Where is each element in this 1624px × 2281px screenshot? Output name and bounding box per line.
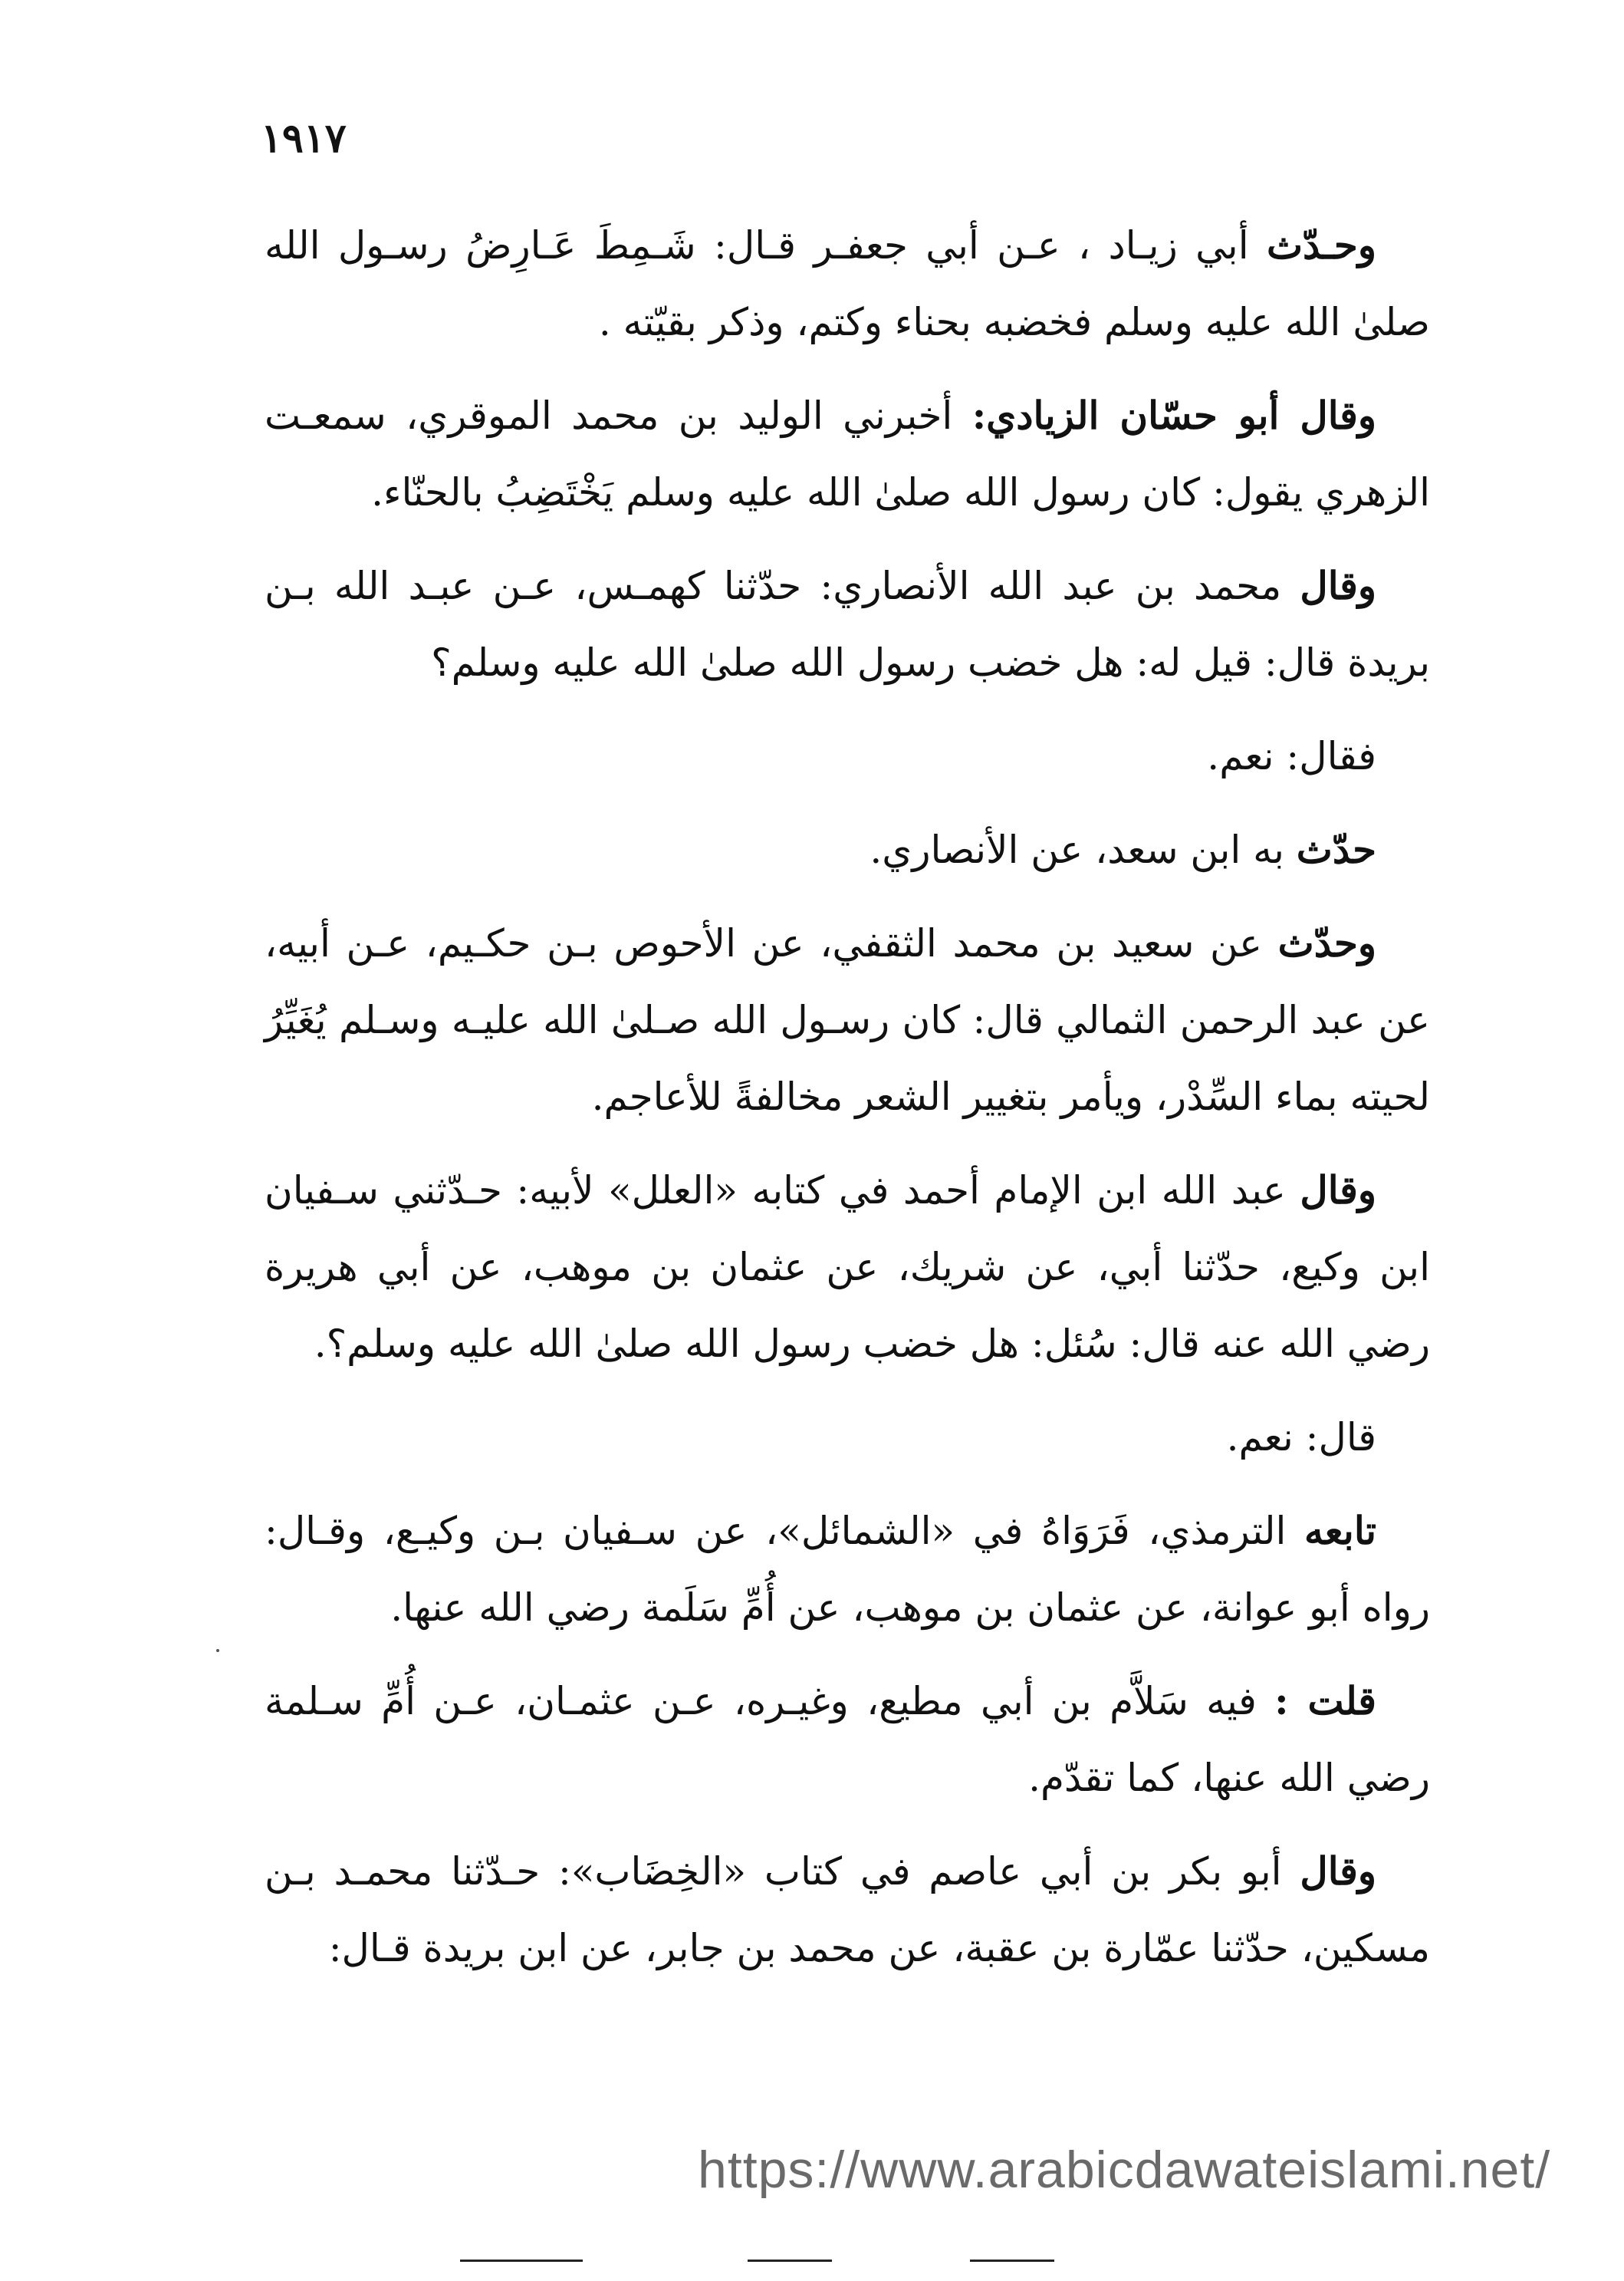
paragraph-9 <box>265 1493 1430 1646</box>
paragraph-2 <box>265 377 1430 531</box>
scan-speck <box>216 1649 219 1652</box>
paragraph-7 <box>265 1152 1430 1382</box>
watermark-url: https://www.arabicdawateislami.net/ <box>698 2141 1551 2199</box>
page-edge-mark <box>970 2260 1054 2262</box>
paragraph-text: قال: نعم. <box>1226 1415 1376 1460</box>
paragraph-text: فيه سَلاَّم بن أبي مطيع، وغيـره، عـن عثمـان، عـن أُمِّ سـلمة رضي الله عنها، كما تقدّم. <box>265 1679 1430 1800</box>
paragraph-text: الترمذي، فَرَوَاهُ في «الشمائل»، عن سـفيان بـن وكيـع، وقـال: رواه أبو عوانة، عن عثمان بن موهب، عن أُمِّ سَلَمة رضي الله عنها. <box>265 1509 1430 1630</box>
page-edge-mark <box>748 2260 832 2262</box>
paragraph-text: محمد بن عبد الله الأنصاري: حدّثنا كهمـس، عـن عبـد الله بـن بريدة قال: قيل له: هل خضب رسول الله صلىٰ الله عليه وسلم؟ <box>265 564 1430 685</box>
paragraph-lead: وقال <box>1300 1167 1376 1213</box>
paragraph-text: فقال: نعم. <box>1207 734 1376 778</box>
paragraph-lead: وحـدّث <box>1266 222 1376 268</box>
paragraph-lead: تابعه <box>1304 1508 1376 1553</box>
paragraph-text: أخبرني الوليد بن محمد الموقري، سمعـت الزهري يقول: كان رسول الله صلىٰ الله عليه وسلم يَخْتَضِبُ بالحنّاء. <box>265 393 1430 515</box>
paragraph-text: أبي زيـاد ، عـن أبي جعفـر قـال: شَـمِطَ عَـارِضُ رسـول الله صلىٰ الله عليه وسلم فخضبه بحناء وكتم، وذكر بقيّته . <box>265 223 1430 344</box>
paragraph-8 <box>265 1399 1430 1476</box>
paragraph-text: عن سعيد بن محمد الثقفي، عن الأحوص بـن حكـيم، عـن أبيه، عن عبد الرحمن الثمالي قال: كان رسـول الله صـلىٰ الله عليـه وسـلم يُغَيِّرُ لحيته بماء السِّدْر، ويأمر بتغيير الشعر مخالفةً للأعاجم. <box>265 921 1430 1119</box>
paragraph-text: أبو بكر بن أبي عاصم في كتاب «الخِضَاب»: حـدّثنا محمـد بـن مسكين، حدّثنا عمّارة بن عقبة، عن محمد بن جابر، عن ابن بريدة قـال: <box>265 1849 1430 1970</box>
paragraph-11 <box>265 1833 1430 1986</box>
paragraph-3 <box>265 548 1430 701</box>
paragraph-text: عبد الله ابن الإمام أحمد في كتابه «العلل» لأبيه: حـدّثني سـفيان ابن وكيع، حدّثنا أبي، عن شريك، عن عثمان بن موهب، عن أبي هريرة رضي الله عنه قال: سُئل: هل خضب رسول الله صلىٰ الله عليه وسلم؟. <box>265 1168 1430 1366</box>
main-text <box>265 207 1430 2003</box>
paragraph-lead: وحدّث <box>1277 920 1376 966</box>
paragraph-lead: وقال أبو حسّان الزيادي: <box>971 393 1376 438</box>
paragraph-1 <box>265 207 1430 360</box>
paragraph-lead: وقال <box>1300 1848 1376 1894</box>
paragraph-6 <box>265 905 1430 1135</box>
paragraph-text: به ابن سعد، عن الأنصاري. <box>870 828 1297 872</box>
page-number: ١٩١٧ <box>261 115 347 162</box>
paragraph-5 <box>265 811 1430 888</box>
paragraph-lead: قلت : <box>1274 1678 1376 1723</box>
paragraph-10 <box>265 1663 1430 1816</box>
paragraph-lead: وقال <box>1300 563 1376 608</box>
paragraph-lead: حدّث <box>1296 827 1376 872</box>
page-edge-mark <box>460 2260 583 2262</box>
paragraph-4 <box>265 718 1430 795</box>
